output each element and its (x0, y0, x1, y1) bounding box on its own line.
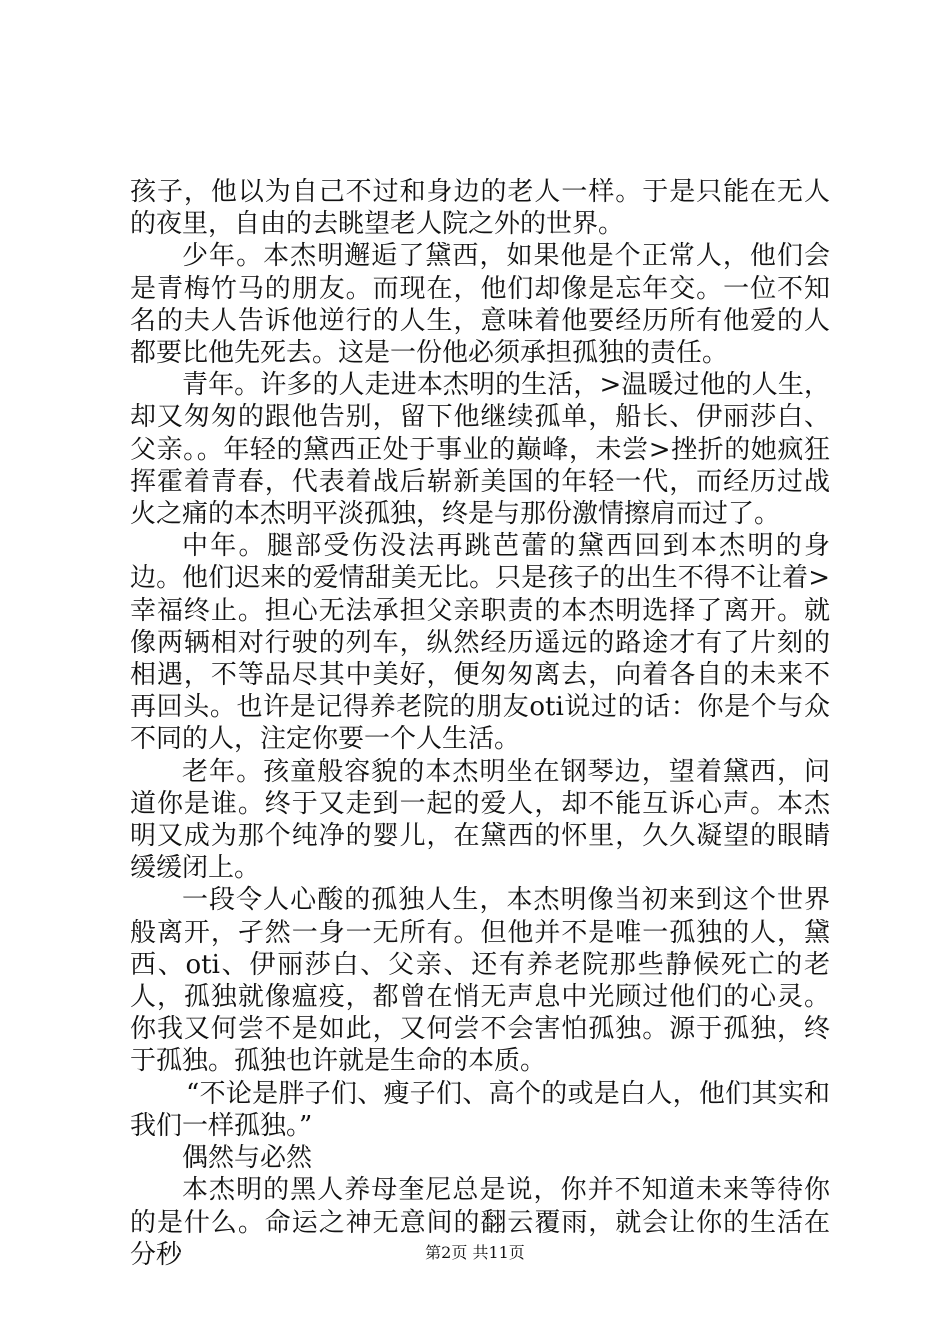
paragraph-6: 一段令人心酸的孤独人生，本杰明像当初来到这个世界般离开，孑然一身一无所有。但他并不是唯一孤独的人，黛西、oti、伊丽莎白、父亲、还有养老院那些静候死亡的老人，孤独就像瘟疫，都曾在悄无声息中光顾过他们的心灵。你我又何尝不是如此，又何尝不会害怕孤独。源于孤独，终于孤独。孤独也许就是生命的本质。 (130, 885, 830, 1077)
section-heading: 偶然与必然 (182, 1143, 313, 1174)
paragraph-2: 少年。本杰明邂逅了黛西，如果他是个正常人，他们会是青梅竹马的朋友。而现在，他们却像是忘年交。一位不知名的夫人告诉他逆行的人生，意味着他要经历所有他爱的人都要比他先死去。这是一份他必须承担孤独的责任。 (130, 241, 830, 369)
body-text (130, 176, 830, 1271)
paragraph-5: 老年。孩童般容貌的本杰明坐在钢琴边，望着黛西，问道你是谁。终于又走到一起的爱人，却不能互诉心声。本杰明又成为那个纯净的婴儿，在黛西的怀里，久久凝望的眼睛缓缓闭上。 (130, 756, 830, 884)
paragraph-3: 青年。许多的人走进本杰明的生活，>温暖过他的人生，却又匆匆的跟他告别，留下他继续孤单，船长、伊丽莎白、父亲。。年轻的黛西正处于事业的巅峰，未尝>挫折的她疯狂挥霍着青春，代表着战后崭新美国的年轻一代，而经历过战火之痛的本杰明平淡孤独，终是与那份激情擦肩而过了。 (130, 370, 830, 530)
page-number: 第2页 共11页 (425, 1243, 525, 1262)
paragraph-4: 中年。腿部受伤没法再跳芭蕾的黛西回到本杰明的身边。他们迟来的爱情甜美无比。只是孩子的出生不得不让着>幸福终止。担心无法承担父亲职责的本杰明选择了离开。就像两辆相对行驶的列车，纵然经历遥远的路途才有了片刻的相遇，不等品尽其中美好，便匆匆离去，向着各自的未来不再回头。也许是记得养老院的朋友oti说过的话：你是个与众不同的人，注定你要一个人生活。 (130, 531, 830, 755)
paragraph-1: 孩子，他以为自己不过和身边的老人一样。于是只能在无人的夜里，自由的去眺望老人院之外的世界。 (130, 177, 830, 240)
quote-paragraph: “不论是胖子们、瘦子们、高个的或是白人，他们其实和我们一样孤独。” (130, 1078, 830, 1141)
paragraph-9: 本杰明的黑人养母奎尼总是说，你并不知道未来等待你的是什么。命运之神无意间的翻云覆雨，就会让你的生活在分秒 (130, 1175, 830, 1270)
